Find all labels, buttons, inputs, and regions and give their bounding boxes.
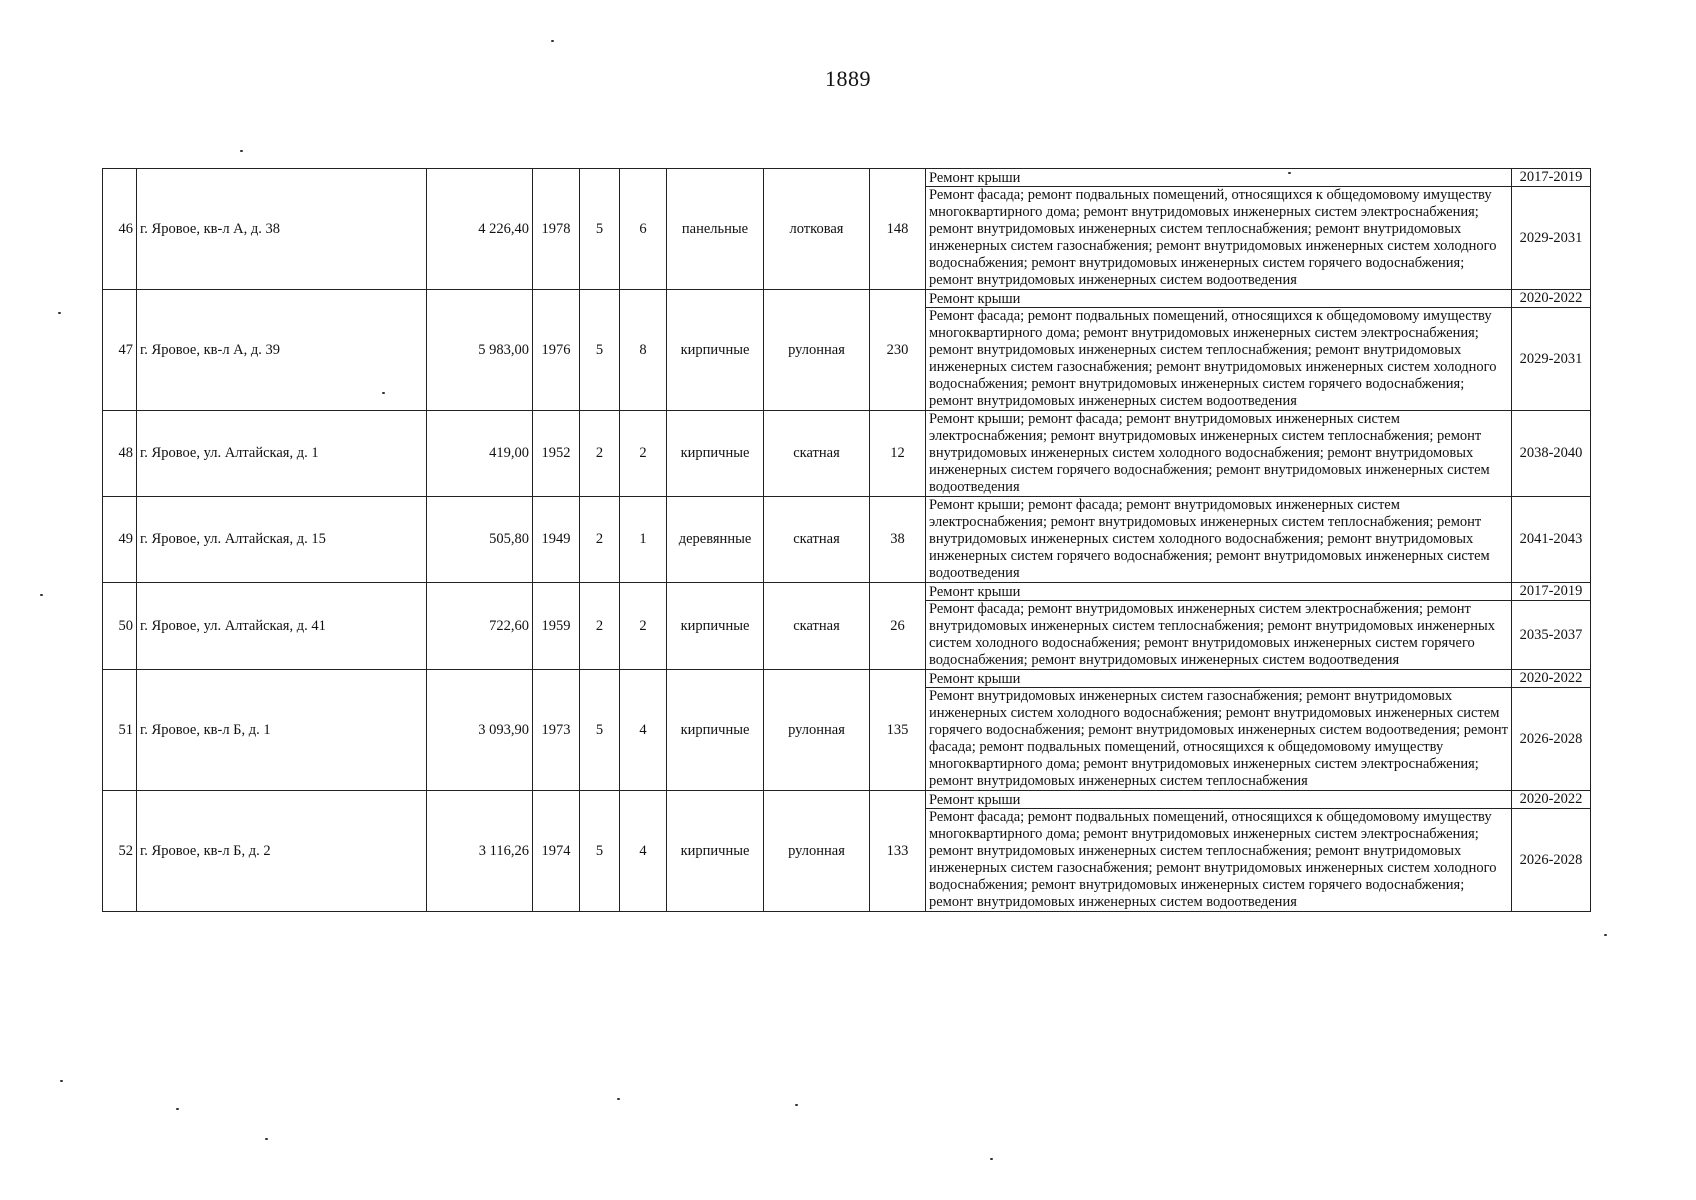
wall-material-cell: кирпичные (667, 411, 764, 497)
wall-material-cell: кирпичные (667, 670, 764, 791)
work-type-cell: Ремонт фасада; ремонт подвальных помещений, относящихся к общедомовому имуществу многоквартирного дома; ремонт внутридомовых инженерных систем электроснабжения; ремонт внутридомовых инженерных систем теплоснабжения; ремонт внутридомовых инженерных систем газоснабжения; ремонт внутридомовых инженерных систем холодного водоснабжения; ремонт внутридомовых инженерных систем горячего водоснабжения; ремонт внутридомовых инженерных систем водоотведения (926, 809, 1512, 912)
row-number: 48 (103, 411, 137, 497)
entrances-cell: 2 (620, 583, 667, 670)
period-cell: 2035-2037 (1512, 601, 1591, 670)
entrances-cell: 2 (620, 411, 667, 497)
scan-speck (240, 150, 243, 152)
entrances-cell: 4 (620, 670, 667, 791)
residents-cell: 26 (870, 583, 926, 670)
floors-cell: 2 (580, 411, 620, 497)
scan-speck (265, 1138, 268, 1140)
row-number: 50 (103, 583, 137, 670)
entrances-cell: 4 (620, 791, 667, 912)
residents-cell: 148 (870, 169, 926, 290)
table-row (103, 290, 1591, 308)
year-cell: 1959 (533, 583, 580, 670)
area-cell: 722,60 (427, 583, 533, 670)
year-cell: 1976 (533, 290, 580, 411)
wall-material-cell: панельные (667, 169, 764, 290)
roof-type-cell: скатная (764, 583, 870, 670)
wall-material-cell: кирпичные (667, 290, 764, 411)
period-cell: 2017-2019 (1512, 583, 1591, 601)
period-cell: 2029-2031 (1512, 308, 1591, 411)
floors-cell: 2 (580, 583, 620, 670)
entrances-cell: 8 (620, 290, 667, 411)
scan-speck (1288, 172, 1291, 174)
residents-cell: 12 (870, 411, 926, 497)
period-cell: 2017-2019 (1512, 169, 1591, 187)
floors-cell: 5 (580, 670, 620, 791)
period-cell: 2020-2022 (1512, 670, 1591, 688)
scan-speck (551, 40, 554, 42)
period-cell: 2026-2028 (1512, 688, 1591, 791)
wall-material-cell: кирпичные (667, 583, 764, 670)
year-cell: 1978 (533, 169, 580, 290)
scan-speck (60, 1080, 63, 1082)
row-number: 52 (103, 791, 137, 912)
address-cell: г. Яровое, ул. Алтайская, д. 1 (137, 411, 427, 497)
work-type-cell: Ремонт фасада; ремонт внутридомовых инженерных систем электроснабжения; ремонт внутридомовых инженерных систем теплоснабжения; ремонт внутридомовых инженерных систем холодного водоснабжения; ремонт внутридомовых инженерных систем горячего водоснабжения; ремонт внутридомовых инженерных систем водоотведения (926, 601, 1512, 670)
work-type-cell: Ремонт крыши (926, 583, 1512, 601)
row-number: 51 (103, 670, 137, 791)
scan-speck (795, 1104, 798, 1106)
roof-type-cell: рулонная (764, 670, 870, 791)
address-cell: г. Яровое, ул. Алтайская, д. 41 (137, 583, 427, 670)
table-row (103, 670, 1591, 688)
period-cell: 2038-2040 (1512, 411, 1591, 497)
roof-type-cell: рулонная (764, 791, 870, 912)
area-cell: 5 983,00 (427, 290, 533, 411)
year-cell: 1949 (533, 497, 580, 583)
address-cell: г. Яровое, кв-л Б, д. 2 (137, 791, 427, 912)
work-type-cell: Ремонт фасада; ремонт подвальных помещений, относящихся к общедомовому имуществу многоквартирного дома; ремонт внутридомовых инженерных систем электроснабжения; ремонт внутридомовых инженерных систем теплоснабжения; ремонт внутридомовых инженерных систем газоснабжения; ремонт внутридомовых инженерных систем холодного водоснабжения; ремонт внутридомовых инженерных систем горячего водоснабжения; ремонт внутридомовых инженерных систем водоотведения (926, 308, 1512, 411)
roof-type-cell: лотковая (764, 169, 870, 290)
period-cell: 2020-2022 (1512, 791, 1591, 809)
scan-speck (617, 1098, 620, 1100)
wall-material-cell: кирпичные (667, 791, 764, 912)
work-type-cell: Ремонт фасада; ремонт подвальных помещений, относящихся к общедомовому имуществу многоквартирного дома; ремонт внутридомовых инженерных систем электроснабжения; ремонт внутридомовых инженерных систем теплоснабжения; ремонт внутридомовых инженерных систем газоснабжения; ремонт внутридомовых инженерных систем холодного водоснабжения; ремонт внутридомовых инженерных систем горячего водоснабжения; ремонт внутридомовых инженерных систем водоотведения (926, 187, 1512, 290)
area-cell: 4 226,40 (427, 169, 533, 290)
table-row (103, 791, 1591, 809)
work-type-cell: Ремонт крыши (926, 290, 1512, 308)
floors-cell: 5 (580, 791, 620, 912)
row-number: 46 (103, 169, 137, 290)
work-type-cell: Ремонт крыши (926, 670, 1512, 688)
roof-type-cell: скатная (764, 497, 870, 583)
row-number: 47 (103, 290, 137, 411)
table-row (103, 169, 1591, 187)
address-cell: г. Яровое, кв-л А, д. 38 (137, 169, 427, 290)
floors-cell: 2 (580, 497, 620, 583)
period-cell: 2026-2028 (1512, 809, 1591, 912)
roof-type-cell: рулонная (764, 290, 870, 411)
area-cell: 505,80 (427, 497, 533, 583)
address-cell: г. Яровое, кв-л Б, д. 1 (137, 670, 427, 791)
entrances-cell: 6 (620, 169, 667, 290)
housing-repair-table (102, 168, 1591, 912)
area-cell: 419,00 (427, 411, 533, 497)
scan-speck (58, 312, 61, 314)
address-cell: г. Яровое, ул. Алтайская, д. 15 (137, 497, 427, 583)
table-row (103, 583, 1591, 601)
period-cell: 2029-2031 (1512, 187, 1591, 290)
address-cell: г. Яровое, кв-л А, д. 39 (137, 290, 427, 411)
floors-cell: 5 (580, 290, 620, 411)
page-number: 1889 (825, 66, 871, 91)
area-cell: 3 116,26 (427, 791, 533, 912)
row-number: 49 (103, 497, 137, 583)
residents-cell: 230 (870, 290, 926, 411)
work-type-cell: Ремонт крыши (926, 169, 1512, 187)
floors-cell: 5 (580, 169, 620, 290)
table-body (103, 169, 1591, 912)
year-cell: 1974 (533, 791, 580, 912)
scan-speck (1604, 934, 1607, 936)
scan-speck (990, 1158, 993, 1160)
residents-cell: 38 (870, 497, 926, 583)
residents-cell: 135 (870, 670, 926, 791)
wall-material-cell: деревянные (667, 497, 764, 583)
table-row (103, 411, 1591, 497)
roof-type-cell: скатная (764, 411, 870, 497)
scan-speck (40, 594, 43, 596)
entrances-cell: 1 (620, 497, 667, 583)
year-cell: 1952 (533, 411, 580, 497)
work-type-cell: Ремонт внутридомовых инженерных систем газоснабжения; ремонт внутридомовых инженерных систем холодного водоснабжения; ремонт внутридомовых инженерных систем горячего водоснабжения; ремонт внутридомовых инженерных систем водоотведения; ремонт фасада; ремонт подвальных помещений, относящихся к общедомовому имуществу многоквартирного дома; ремонт внутридомовых инженерных систем электроснабжения; ремонт внутридомовых инженерных систем теплоснабжения (926, 688, 1512, 791)
scan-speck (176, 1108, 179, 1110)
table-row (103, 497, 1591, 583)
work-type-cell: Ремонт крыши; ремонт фасада; ремонт внутридомовых инженерных систем электроснабжения; ремонт внутридомовых инженерных систем теплоснабжения; ремонт внутридомовых инженерных систем холодного водоснабжения; ремонт внутридомовых инженерных систем горячего водоснабжения; ремонт внутридомовых инженерных систем водоотведения (926, 411, 1512, 497)
work-type-cell: Ремонт крыши; ремонт фасада; ремонт внутридомовых инженерных систем электроснабжения; ремонт внутридомовых инженерных систем теплоснабжения; ремонт внутридомовых инженерных систем холодного водоснабжения; ремонт внутридомовых инженерных систем горячего водоснабжения; ремонт внутридомовых инженерных систем водоотведения (926, 497, 1512, 583)
period-cell: 2041-2043 (1512, 497, 1591, 583)
scan-speck (382, 392, 385, 394)
area-cell: 3 093,90 (427, 670, 533, 791)
period-cell: 2020-2022 (1512, 290, 1591, 308)
residents-cell: 133 (870, 791, 926, 912)
work-type-cell: Ремонт крыши (926, 791, 1512, 809)
year-cell: 1973 (533, 670, 580, 791)
